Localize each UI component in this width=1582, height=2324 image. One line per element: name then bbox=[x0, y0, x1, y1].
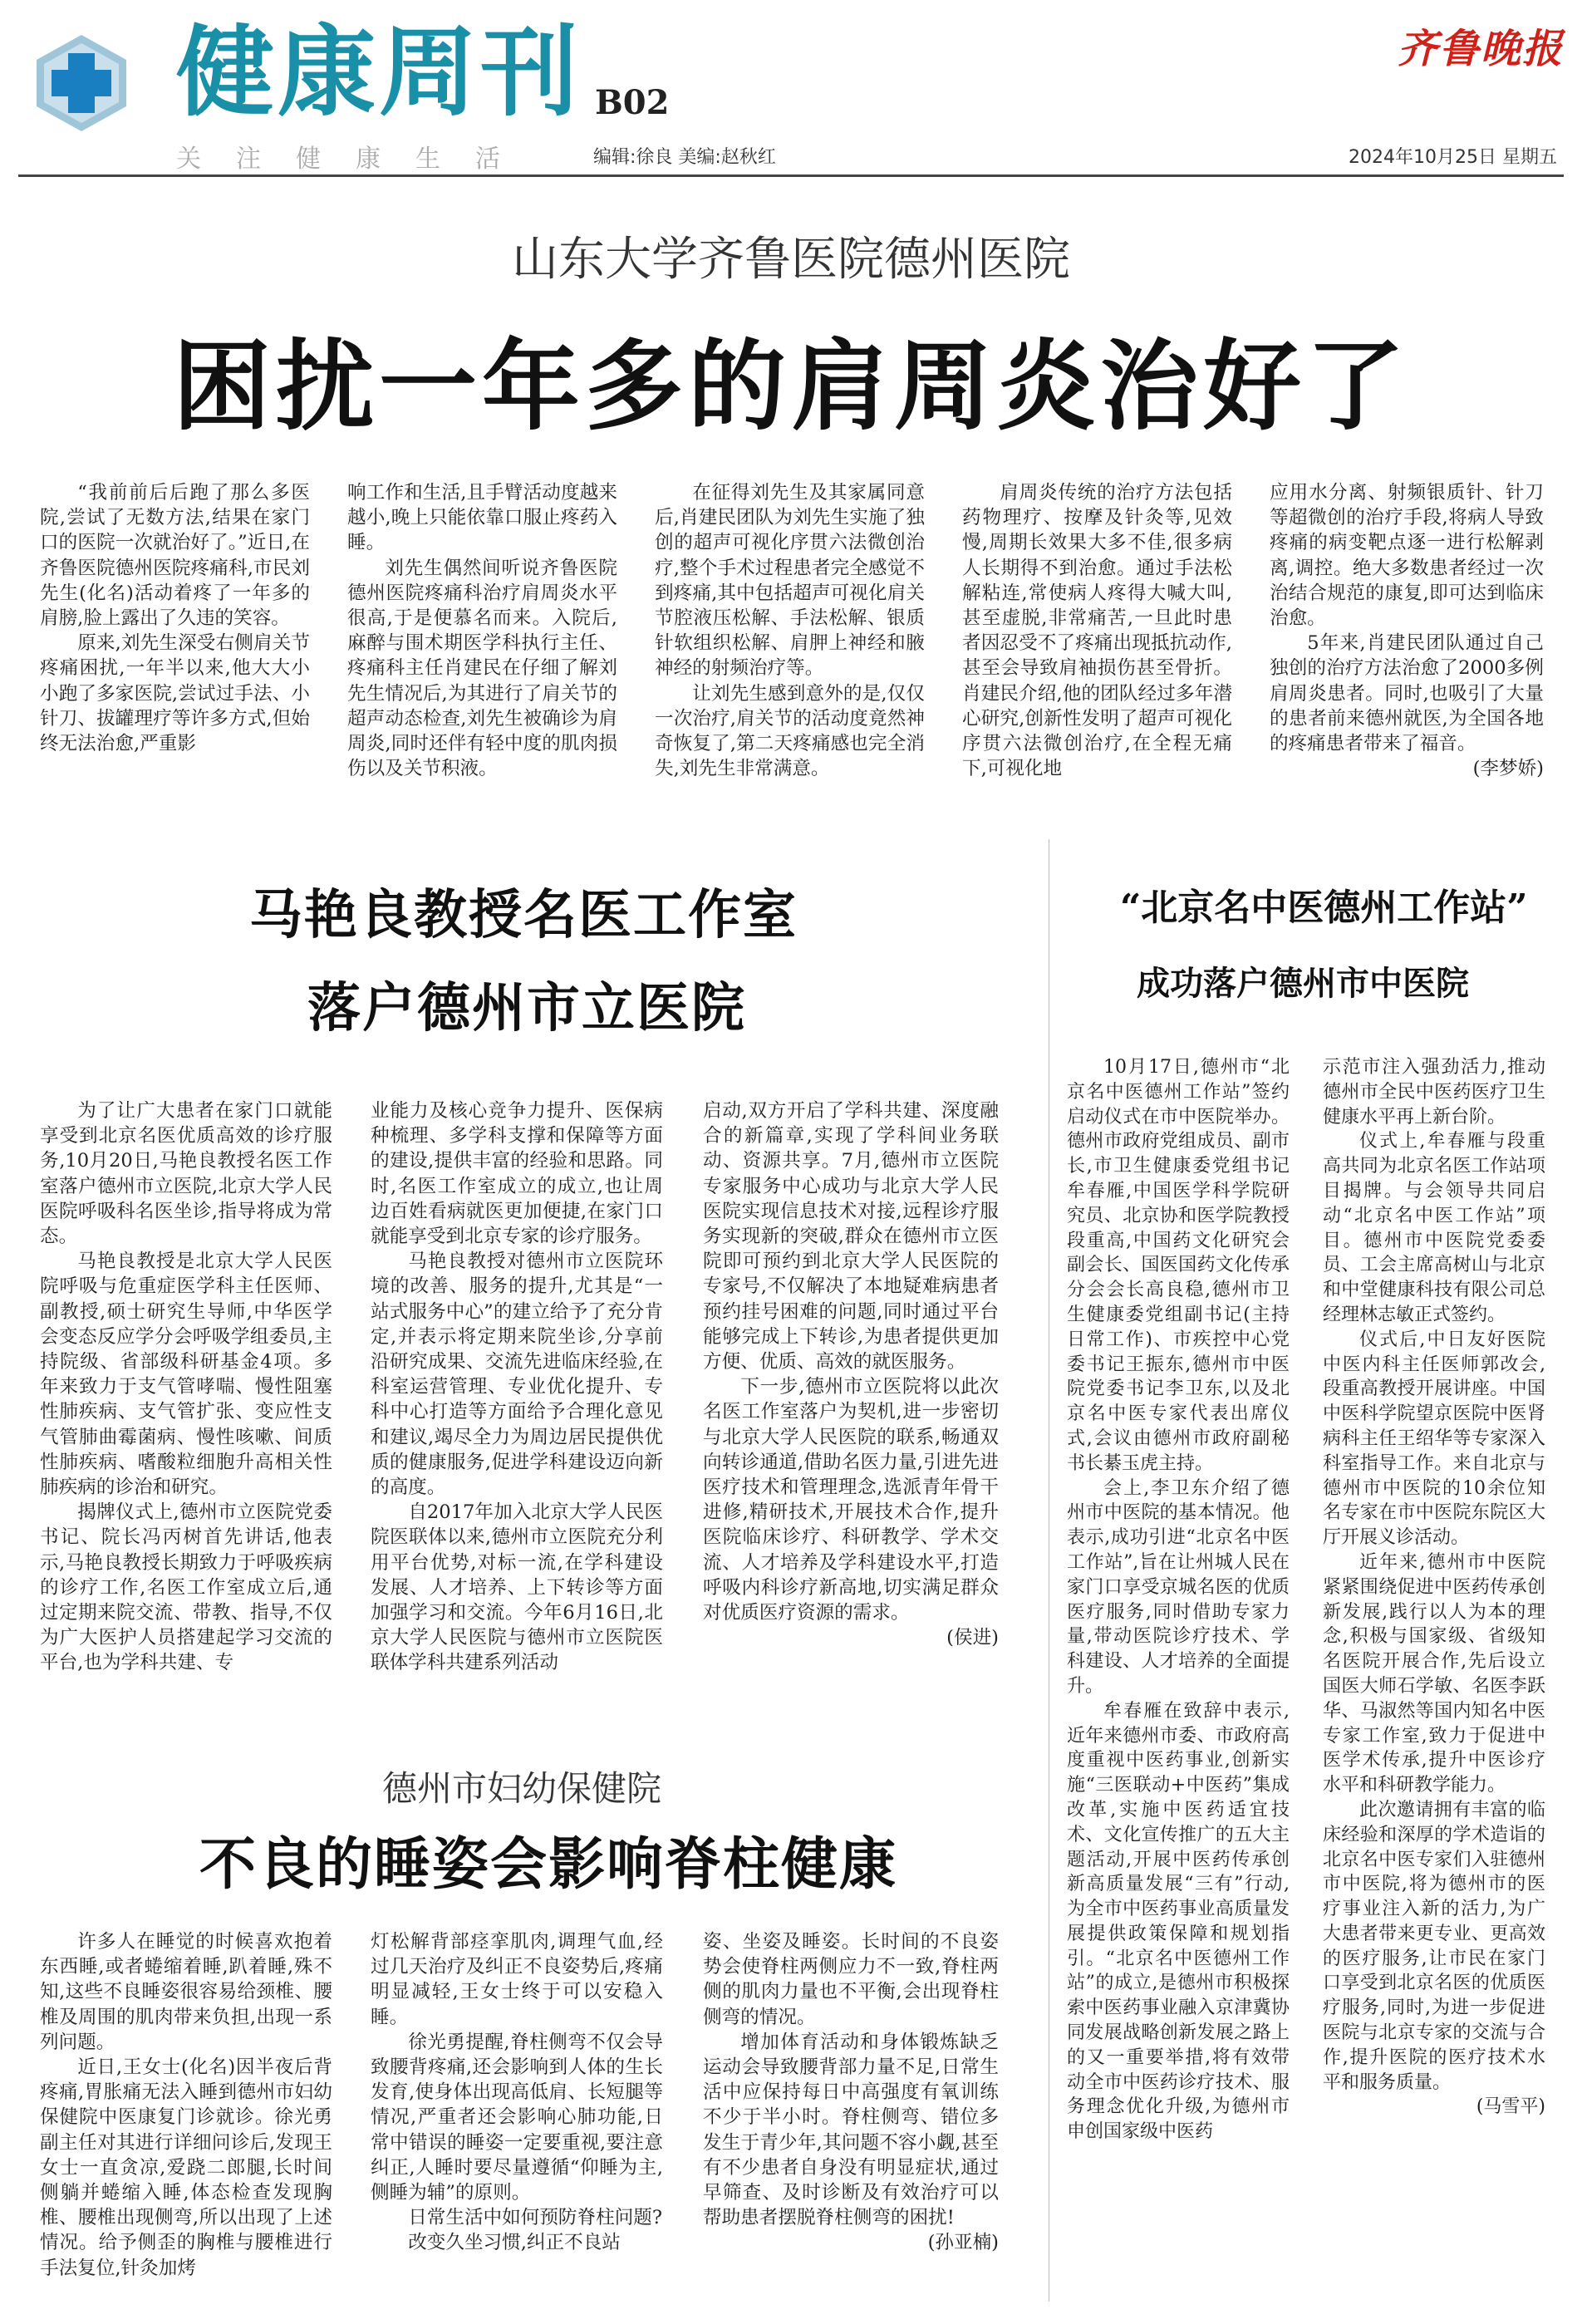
article1-col4: 肩周炎传统的治疗方法包括药物理疗、按摩及针灸等,见效慢,周期长效果大多不佳,很多病人长期得不到治愈。通过手法松解粘连,常使病人疼得大喊大叫,甚至虚脱,非常痛苦,一旦此时患者因忍受不了疼痛出现抵抗动作,甚至会导致肩袖损伤甚至骨折。肖建民介绍,他的团队经过多年潜心研究,创新性发明了超声可视化序贯六法微创治疗,在全程无痛下,可视化地 bbox=[962, 482, 1232, 780]
article1-col5: 应用水分离、射频银质针、针刀等超微创的治疗手段,将病人导致疼痛的病变靶点逐一进行松解剥离,调控。绝大多数患者经过一次治结合规范的康复,即可达到临床治愈。 5年来,肖建民团队通过自己独创的治疗方法治愈了2000多例肩周炎患者。同时,也吸引了大量的患者前来德州就医,为全国各地的疼痛患者带来了福音。 (李梦娇) bbox=[1270, 480, 1544, 781]
editors-line: 编辑:徐良 美编:赵秋红 bbox=[593, 147, 776, 168]
date-line: 2024年10月25日 星期五 bbox=[1349, 147, 1557, 168]
article2-col2: 业能力及核心竞争力提升、医保病种梳理、多学科支撑和保障等方面的建设,提供丰富的经验和思路。同时,名医工作室成立的成立,也让周边百姓看病就医更加便捷,在家门口就能享受到北京专家的诊疗服务。 马艳良教授对德州市立医院环境的改善、服务的提升,尤其是“一站式服务中心”的建立给予了充分肯定,并表示将定期来院坐诊,分享前沿研究成果、交流先进临床经验,在科室运营管理、专业优化提升、专科中心打造等方面给予合理化意见和建议,竭尽全力为周边居民提供优质的健康服务,促进学科建设迈向新的高度。 自2017年加入北京大学人民医院医联体以来,德州市立医院充分利用平台优势,对标一流,在学科建设发展、人才培养、上下转诊等方面加强学习和交流。今年6月16日,北京大学人民医院与德州市立医院医联体学科共建系列活动 bbox=[371, 1100, 663, 1674]
article3-headline-line2: 成功落户德州市中医院 bbox=[1137, 964, 1469, 1003]
section-motto: 关注健康生活 bbox=[176, 145, 535, 174]
newspaper-brand: 齐鲁晚报 bbox=[1397, 26, 1564, 72]
article3-author: (马雪平) bbox=[1476, 2096, 1545, 2118]
article4-col1: 许多人在睡觉的时候喜欢抱着东西睡,或者蜷缩着睡,趴着睡,殊不知,这些不良睡姿很容易给颈椎、腰椎及周围的肌肉带来负担,出现一系列问题。 近日,王女士(化名)因半夜后背疼痛,胃胀痛无法入睡到德州市妇幼保健院中医康复门诊就诊。徐光勇副主任对其进行详细问诊后,发现王女士一直贪凉,爱跷二郎腿,长时间侧躺并蜷缩入睡,体态检查发现胸椎、腰椎出现侧弯,所以出现了上述情况。给予侧歪的胸椎与腰椎进行手法复位,针灸加烤 bbox=[40, 1931, 332, 2279]
article3-headline-line1: “北京名中医德州工作站” bbox=[1120, 887, 1528, 929]
header-rule bbox=[18, 174, 1564, 177]
article4-col2: 灯松解背部痉挛肌肉,调理气血,经过几天治疗及纠正不良姿势后,疼痛明显减轻,王女士终于可以安稳入睡。 徐光勇提醒,脊柱侧弯不仅会导致腰背疼痛,还会影响到人体的生长发育,使身体出现高低肩、长短腿等情况,严重者还会影响心肺功能,日常中错误的睡姿一定要重视,要注意纠正,人睡时要尽量遵循“仰睡为主,侧睡为辅”的原则。 日常生活中如何预防脊柱问题? 改变久坐习惯,纠正不良站 bbox=[371, 1931, 663, 2254]
article1-col1: “我前前后后跑了那么多医院,尝试了无数方法,结果在家门口的医院一次就治好了。”近日,在齐鲁医院德州医院疼痛科,市民刘先生(化名)活动着疼了一年多的肩膀,脸上露出了久违的笑容。 原来,刘先生深受右侧肩关节疼痛困扰,一年半以来,他大大小小跑了多家医院,尝试过手法、小针刀、拔罐理疗等许多方式,但始终无法治愈,严重影 bbox=[40, 482, 310, 755]
article2-headline-line1: 马艳良教授名医工作室 bbox=[249, 884, 798, 946]
article2-headline-line2: 落户德州市立医院 bbox=[307, 977, 746, 1039]
article3-col1: 10月17日,德州市“北京名中医德州工作站”签约启动仪式在市中医院举办。德州市政府党组成员、副市长,市卫生健康委党组书记牟春雁,中国医学科学院研究员、北京协和医学院教授段重高,中国药文化研究会副会长、国医国药文化传承分会会长高良稳,德州市卫生健康委党组副书记(主持日常工作)、市疾控中心党委书记王振东,德州市中医院党委书记李卫东,以及北京名中医专家代表出席仪式,会议由德州市政府副秘书长綦玉虎主持。 会上,李卫东介绍了德州市中医院的基本情况。他表示,成功引进“北京名中医工作站”,旨在让州城人民在家门口享受京城名医的优质医疗服务,同时借助专家力量,带动医院诊疗技术、学科建设、人才培养的全面提升。 牟春雁在致辞中表示,近年来德州市委、市政府高度重视中医药事业,创新实施“三医联动+中医药”集成改革,实施中医药适宜技术、文化宣传推广的五大主题活动,开展中医药传承创新高质量发展“三有”行动,为全市中医药事业高质量发展提供政策保障和规划指引。“北京名中医德州工作站”的成立,是德州市积极探索中医药事业融入京津冀协同发展战略创新发展之路上的又一重要举措,将有效带动全市中医药诊疗技术、服务理念优化升级,为德州市申创国家级中医药 bbox=[1067, 1057, 1290, 2143]
medical-cross-logo-icon bbox=[32, 33, 131, 133]
article1-headline: 困扰一年多的肩周炎治好了 bbox=[172, 328, 1409, 444]
article1-col3: 在征得刘先生及其家属同意后,肖建民团队为刘先生实施了独创的超声可视化序贯六法微创治疗,整个手术过程患者完全感觉不到疼痛,其中包括超声可视化肩关节腔液压松解、手法松解、银质针软组织松解、肩胛上神经和腋神经的射频治疗等。 让刘先生感到意外的是,仅仅一次治疗,肩关节的活动度竟然神奇恢复了,第二天疼痛感也完全消失,刘先生非常满意。 bbox=[655, 482, 925, 780]
article4-headline: 不良的睡姿会影响脊柱健康 bbox=[199, 1831, 898, 1898]
article1-author: (李梦娇) bbox=[1472, 758, 1544, 780]
article4-col3: 姿、坐姿及睡姿。长时间的不良姿势会使脊柱两侧应力不一致,脊柱两侧的肌肉力量也不平衡,会出现脊柱侧弯的情况。 增加体育活动和身体锻炼缺乏运动会导致腰背部力量不足,日常生活中应保持每日中高强度有氧训练不少于半小时。脊柱侧弯、错位多发生于青少年,其问题不容小觑,甚至有不少患者自身没有明显症状,通过早筛查、及时诊断及有效治疗可以帮助患者摆脱脊柱侧弯的困扰! (孙亚楠) bbox=[703, 1929, 999, 2256]
article2-author: (侯进) bbox=[946, 1627, 999, 1649]
section-title: 健康周刊 bbox=[176, 15, 582, 130]
article1-col2: 响工作和生活,且手臂活动度越来越小,晚上只能依靠口服止疼药入睡。 刘先生偶然间听说齐鲁医院德州医院疼痛科治疗肩周炎水平很高,于是便慕名而来。入院后,麻醉与围术期医学科执行主任、疼痛科主任肖建民在仔细了解刘先生情况后,为其进行了肩关节的超声动态检查,刘先生被确诊为肩周炎,同时还伴有轻中度的肌肉损伤以及关节积液。 bbox=[347, 482, 617, 780]
article4-author: (孙亚楠) bbox=[927, 2232, 999, 2254]
article3-col2: 示范市注入强劲活力,推动德州市全民中医药医疗卫生健康水平再上新台阶。 仪式上,牟春雁与段重高共同为北京名医工作站项目揭牌。与会领导共同启动“北京名中医工作站”项目。德州市中医院党委委员、工会主席高树山与北京和中堂健康科技有限公司总经理林志敏正式签约。 仪式后,中日友好医院中医内科主任医师郭改会,段重高教授开展讲座。中国中医科学院望京医院中医肾病科主任王绍华等专家深入科室指导工作。来自北京与德州市中医院的10余位知名专家在市中医院东院区大厅开展义诊活动。 近年来,德州市中医院紧紧围绕促进中医药传承创新发展,践行以人为本的理念,积极与国家级、省级知名医院开展合作,先后设立国医大师石学敏、名医李跃华、马淑然等国内知名中医专家工作室,致力于促进中医学术传承,提升中医诊疗水平和科研教学能力。 此次邀请拥有丰富的临床经验和深厚的学术造诣的北京名中医专家们入驻德州市中医院,将为德州市的医疗事业注入新的活力,为广大患者带来更专业、更高效的医疗服务,让市民在家门口享受到北京名医的优质医疗服务,同时,为进一步促进医院与北京专家的交流与合作,提升医院的医疗技术水平和服务质量。 (马雪平) bbox=[1323, 1055, 1545, 2120]
page-number: B02 bbox=[595, 83, 670, 122]
article1-subtitle: 山东大学齐鲁医院德州医院 bbox=[512, 233, 1070, 287]
article2-col1: 为了让广大患者在家门口就能享受到北京名医优质高效的诊疗服务,10月20日,马艳良教授名医工作室落户德州市立医院,北京大学人民医院呼吸科名医坐诊,指导将成为常态。 马艳良教授是北京大学人民医院呼吸与危重症医学科主任医师、副教授,硕士研究生导师,中华医学会变态反应学分会呼吸学组委员,主持院级、省部级科研基金4项。多年来致力于支气管哮喘、慢性阻塞性肺疾病、支气管扩张、变应性支气管肺曲霉菌病、慢性咳嗽、间质性肺疾病、嗜酸粒细胞升高相关性肺疾病的诊治和研究。 揭牌仪式上,德州市立医院党委书记、院长冯丙树首先讲话,他表示,马艳良教授长期致力于呼吸疾病的诊疗工作,名医工作室成立后,通过定期来院交流、带教、指导,不仅为广大医护人员搭建起学习交流的平台,也为学科共建、专 bbox=[40, 1100, 332, 1674]
article4-subtitle: 德州市妇幼保健院 bbox=[382, 1768, 662, 1809]
article2-col3: 启动,双方开启了学科共建、深度融合的新篇章,实现了学科间业务联动、资源共享。7月,德州市立医院专家服务中心成功与北京大学人民医院实现信息技术对接,远程诊疗服务实现新的突破,群众在德州市立医院即可预约到北京大学人民医院的专家号,不仅解决了本地疑难病患者预约挂号困难的问题,同时通过平台能够完成上下转诊,为患者提供更加方便、优质、高效的就医服务。 下一步,德州市立医院将以此次名医工作室落户为契机,进一步密切与北京大学人民医院的联系,畅通双向转诊通道,借助名医力量,引进先进医疗技术和管理理念,选派青年骨干进修,精研技术,开展技术合作,提升医院临床诊疗、科研教学、学术交流、人才培养及学科建设水平,打造呼吸内科诊疗新高地,切实满足群众对优质医疗资源的需求。 (侯进) bbox=[703, 1098, 999, 1650]
